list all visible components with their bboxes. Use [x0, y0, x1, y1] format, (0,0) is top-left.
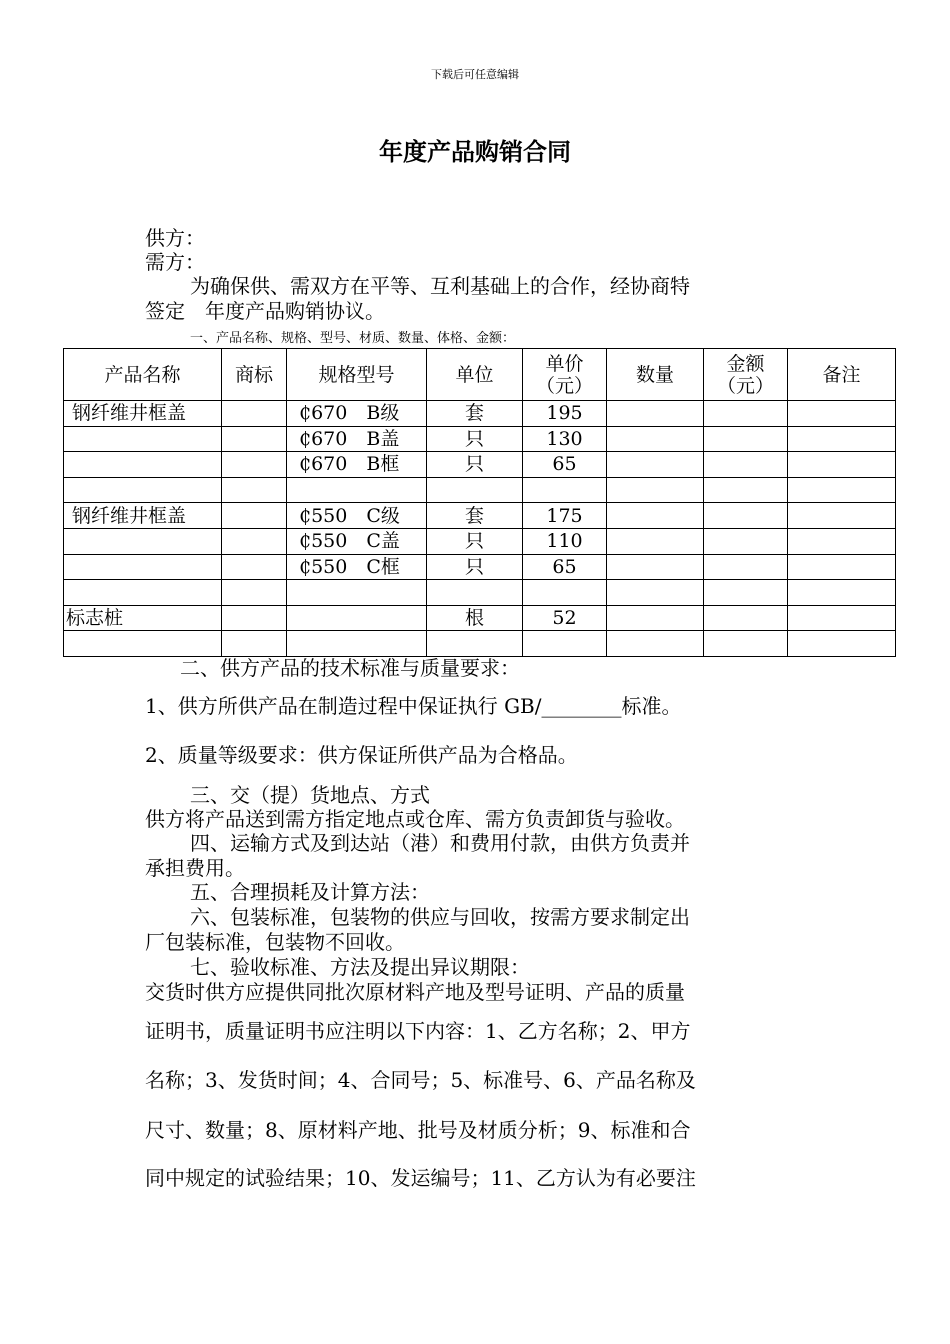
- cell-remarks: [788, 452, 896, 478]
- header-spec-model: 规格型号: [287, 349, 427, 401]
- cell-product-name: 钢纤维井框盖: [64, 401, 222, 427]
- cell-unit: 只: [427, 554, 523, 580]
- cell-spec-model: ₵550 C盖: [287, 528, 427, 554]
- item-1: 1、供方所供产品在制造过程中保证执行 GB/________标准。: [145, 694, 682, 718]
- cell-spec-model: [287, 605, 427, 631]
- cell-unit-price: [523, 631, 607, 657]
- section-6-line-2: 厂包装标准，包装物不回收。: [145, 930, 405, 954]
- table-row: [64, 401, 896, 427]
- cell-unit: 套: [427, 503, 523, 529]
- cell-product-name: [64, 580, 222, 606]
- cell-remarks: [788, 554, 896, 580]
- cell-trademark: [222, 477, 287, 503]
- cell-unit-price: 175: [523, 503, 607, 529]
- cell-remarks: [788, 580, 896, 606]
- cell-remarks: [788, 477, 896, 503]
- cell-unit-price: 110: [523, 528, 607, 554]
- cell-product-name: [64, 528, 222, 554]
- section-7-line: 证明书，质量证明书应注明以下内容：1、乙方名称；2、甲方: [145, 1019, 691, 1043]
- cell-product-name: [64, 477, 222, 503]
- cell-unit-price: [523, 477, 607, 503]
- header-product-name: 产品名称: [64, 349, 222, 401]
- cell-unit: [427, 580, 523, 606]
- cell-unit-price: 130: [523, 426, 607, 452]
- cell-remarks: [788, 605, 896, 631]
- cell-quantity: [607, 631, 704, 657]
- cell-quantity: [607, 605, 704, 631]
- intro-line-2: 签定 年度产品购销协议。: [145, 299, 385, 323]
- cell-unit-price: 195: [523, 401, 607, 427]
- cell-unit: 只: [427, 528, 523, 554]
- table-row: [64, 631, 896, 657]
- cell-product-name: [64, 452, 222, 478]
- cell-product-name: [64, 426, 222, 452]
- cell-spec-model: ₵670 B框: [287, 452, 427, 478]
- cell-unit-price: 65: [523, 554, 607, 580]
- cell-trademark: [222, 452, 287, 478]
- cell-unit: 只: [427, 426, 523, 452]
- cell-amount: [704, 452, 788, 478]
- cell-trademark: [222, 401, 287, 427]
- cell-trademark: [222, 631, 287, 657]
- section-7-line: 名称；3、发货时间；4、合同号；5、标准号、6、产品名称及: [145, 1068, 696, 1092]
- cell-unit-price: 65: [523, 452, 607, 478]
- item-2: 2、质量等级要求：供方保证所供产品为合格品。: [145, 743, 578, 767]
- cell-amount: [704, 580, 788, 606]
- table-row: [64, 554, 896, 580]
- cell-unit: [427, 477, 523, 503]
- cell-spec-model: [287, 580, 427, 606]
- cell-quantity: [607, 452, 704, 478]
- cell-amount: [704, 477, 788, 503]
- cell-product-name: [64, 554, 222, 580]
- header-remarks: 备注: [788, 349, 896, 401]
- section-7-line: 同中规定的试验结果；10、发运编号；11、乙方认为有必要注: [145, 1166, 696, 1190]
- cell-remarks: [788, 426, 896, 452]
- section-3-body: 供方将产品送到需方指定地点或仓库、需方负责卸货与验收。: [145, 807, 685, 831]
- header-note: 下载后可任意编辑: [431, 68, 519, 81]
- section-6-line-1: 六、包装标准，包装物的供应与回收，按需方要求制定出: [190, 905, 690, 929]
- cell-unit: 只: [427, 452, 523, 478]
- cell-product-name: 钢纤维井框盖: [64, 503, 222, 529]
- cell-quantity: [607, 554, 704, 580]
- cell-spec-model: ₵670 B级: [287, 401, 427, 427]
- cell-amount: [704, 401, 788, 427]
- contract-title: 年度产品购销合同: [379, 138, 571, 166]
- table-row: [64, 477, 896, 503]
- supplier-label: 供方：: [145, 226, 205, 250]
- cell-amount: [704, 426, 788, 452]
- section-7-line: 尺寸、数量；8、原材料产地、批号及材质分析；9、标准和合: [145, 1118, 691, 1142]
- cell-quantity: [607, 503, 704, 529]
- section-3-heading: 三、交（提）货地点、方式: [190, 783, 430, 807]
- cell-amount: [704, 528, 788, 554]
- cell-remarks: [788, 528, 896, 554]
- intro-line-1: 为确保供、需双方在平等、互利基础上的合作，经协商特: [190, 274, 690, 298]
- cell-unit-price: [523, 580, 607, 606]
- cell-amount: [704, 503, 788, 529]
- header-amount: 金额 （元）: [704, 349, 788, 401]
- cell-trademark: [222, 605, 287, 631]
- cell-trademark: [222, 503, 287, 529]
- cell-trademark: [222, 426, 287, 452]
- cell-remarks: [788, 401, 896, 427]
- cell-amount: [704, 554, 788, 580]
- table-row: [64, 452, 896, 478]
- table-row: [64, 580, 896, 606]
- cell-spec-model: ₵670 B盖: [287, 426, 427, 452]
- cell-amount: [704, 631, 788, 657]
- cell-trademark: [222, 554, 287, 580]
- cell-quantity: [607, 401, 704, 427]
- section-1-heading: 一、产品名称、规格、型号、材质、数量、体格、金额：: [190, 331, 516, 346]
- table-header-row: [64, 349, 896, 401]
- cell-quantity: [607, 528, 704, 554]
- cell-unit-price: 52: [523, 605, 607, 631]
- section-7-heading: 七、验收标准、方法及提出异议期限：: [190, 955, 530, 979]
- header-unit-price: 单价 （元）: [523, 349, 607, 401]
- table-row: [64, 426, 896, 452]
- cell-spec-model: ₵550 C级: [287, 503, 427, 529]
- product-table: [63, 348, 896, 657]
- cell-remarks: [788, 631, 896, 657]
- cell-product-name: 标志桩: [64, 605, 222, 631]
- table-row: [64, 605, 896, 631]
- table-row: [64, 528, 896, 554]
- section-5: 五、合理损耗及计算方法：: [190, 880, 430, 904]
- cell-unit: 根: [427, 605, 523, 631]
- header-unit: 单位: [427, 349, 523, 401]
- cell-spec-model: ₵550 C框: [287, 554, 427, 580]
- table-row: [64, 503, 896, 529]
- cell-quantity: [607, 477, 704, 503]
- section-7-line: 交货时供方应提供同批次原材料产地及型号证明、产品的质量: [145, 980, 685, 1004]
- cell-product-name: [64, 631, 222, 657]
- cell-trademark: [222, 580, 287, 606]
- cell-remarks: [788, 503, 896, 529]
- section-4-line-2: 承担费用。: [145, 856, 245, 880]
- cell-spec-model: [287, 477, 427, 503]
- cell-quantity: [607, 580, 704, 606]
- cell-unit: [427, 631, 523, 657]
- cell-amount: [704, 605, 788, 631]
- cell-unit: 套: [427, 401, 523, 427]
- buyer-label: 需方：: [145, 250, 205, 274]
- header-quantity: 数量: [607, 349, 704, 401]
- header-trademark: 商标: [222, 349, 287, 401]
- cell-spec-model: [287, 631, 427, 657]
- section-4-line-1: 四、运输方式及到达站（港）和费用付款，由供方负责并: [190, 831, 690, 855]
- section-2-heading: 二、供方产品的技术标准与质量要求：: [180, 656, 520, 680]
- cell-trademark: [222, 528, 287, 554]
- cell-quantity: [607, 426, 704, 452]
